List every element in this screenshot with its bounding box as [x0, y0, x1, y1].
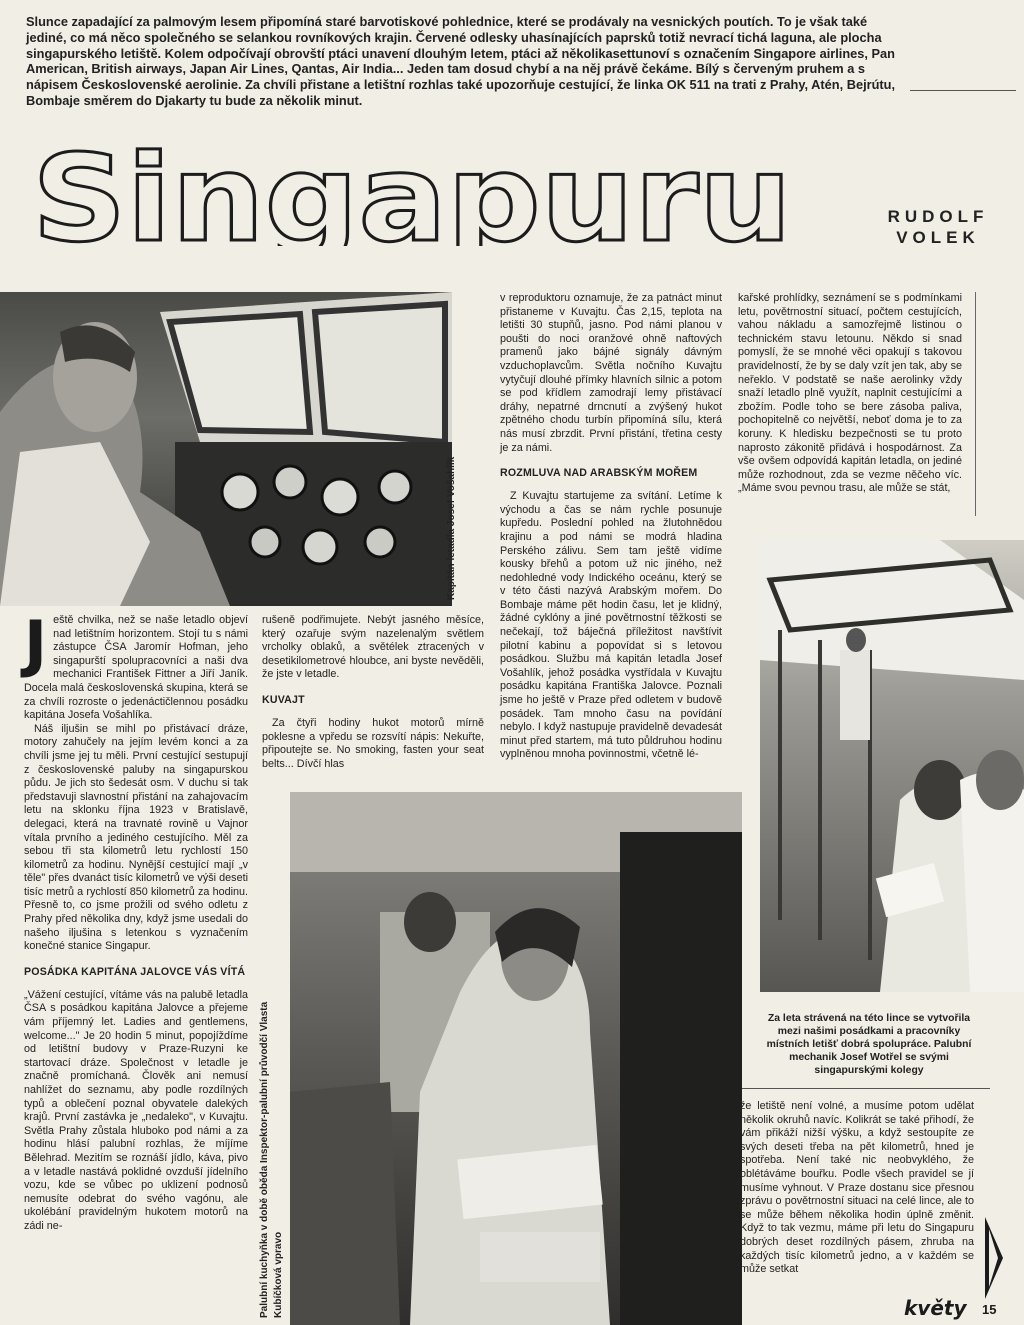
column-4-rule	[975, 292, 976, 516]
column-3-paragraph-1: v reproduktoru oznamuje, že za patnáct minut přistaneme v Kuvajtu. Čas 2,15, teplota na letišti 30 stupňů, jasno. Pod námi planou v poušti do noci oranžové ohně naftových pramenů jako bájné signály dávným vzduchoplavcům. Světla nočního Kuvajtu vytyčují dlouhé přímky hlavních silnic a potom se pod křídlem zamodrají lemy přistávací dráhy, nepatrné drncnutí a zvýšený hukot zpětného chodu turbín připomíná sílu, která nás musí zbrzdit. První přistání, třetina cesty je za námi.	[500, 292, 722, 454]
article-column-3	[500, 292, 722, 762]
article-column-1	[24, 607, 248, 1234]
article-title	[28, 146, 798, 246]
photo-crew-caption: Za leta strávená na této lince se vytvořila mezi našimi posádkami a pracovníky místních letišť dobrá spolupráce. Palubní mechanik Josef Wotřel se svými singapurskými kolegy	[766, 1013, 972, 1076]
article-title-text: Singapuru	[32, 146, 793, 246]
photo-galley	[290, 792, 742, 1325]
subheading-rozmluva: ROZMLUVA NAD ARABSKÝM MOŘEM	[500, 467, 698, 480]
article-column-4	[738, 292, 962, 496]
article-column-5	[740, 1100, 974, 1277]
subheading-kuvajt: KUVAJT	[262, 693, 305, 706]
drop-cap: J	[24, 607, 48, 680]
lead-rule	[910, 90, 1016, 91]
photo-crew-illustration	[760, 540, 1024, 992]
column-1-paragraph-1: eště chvilka, než se naše letadlo objeví nad letištním horizontem. Stojí tu s námi zástupce ČSA Jaromír Hofman, jeho singapurští spolupracovníci a naši dva mechanici František Fittner a Jiří Janík. Docela malá československá skupina, která se za chvíli rozroste o jedenáctičlennou posádku kapitána Josefa Vošahlíka.	[24, 614, 248, 722]
column-2-paragraph-2: Za čtyři hodiny hukot motorů mírně poklesne a vpředu se rozsvítí nápis: Nekuřte, připoutejte se. No smoking, fasten your seat belts... Dívčí hlas	[262, 716, 484, 770]
page-number: 15	[982, 1302, 997, 1317]
column-2-paragraph-1: rušeně podřimujete. Nebýt jasného měsíce, který ozařuje svým nazelenalým světlem vrcholky oblaků, a světélek ztracených v desetikilometrové hloubce, ani byste nevěděli, že jste v letadle.	[262, 614, 484, 681]
continue-arrow-icon	[983, 1215, 1005, 1301]
column-1-paragraph-3: „Vážení cestující, vítáme vás na palubě letadla ČSA s posádkou kapitána Jalovce a přejeme vám příjemný let. Ladies and gentlemens, welcome..." Je 20 hodin 5 minut, popojíždíme od letištní budovy v Praze-Ruzyni ke startovací dráze. Společnost v letadle je značně promíchaná. Člověk ani nemusí nahlížet do seznamu, aby podle rozdílných typů a oblečení poznal obyvatele dalekých krajů. První zastávka je „nedaleko", v Kuvajtu. Světla Prahy zůstala hluboko pod námi a za hodinu hlásí palubní rozhlas, že míjíme Bělehrad. Mezitím se roznáší jídlo, káva, pivo a v letadle nastává poklidné ovzduší jídelního vozu, kde se vůbec po uklizení podnosů nemusíte odebrat do svého vagónu, ale ukolébání pravidelným hukotem motorů na zádi ne-	[24, 988, 248, 1232]
column-1-paragraph-2: Náš iljušin se mihl po přistávací dráze, motory zahučely na jejím levém konci a za chvíli jsme jej tu měli. První cestující sestupují z československé paluby na singapurskou půdu. Je jich sto šedesát osm. V duchu si tak představuji slavnostní přistání na zahajovacím letu na sklonku října 1923 v Bratislavě, delegaci, která na travnaté rovině u Vajnor vítala prvního a jediného cestujícího. Měl za sebou tři sta kilometrů letu rychlostí 150 kilometrů za hodinu. Nynější cestující mají „v těle" přes dvanáct tisíc kilometrů ve výši deseti tisíc metrů a rychlostí 850 kilometrů za hodinu. Přesně to, co jsme prožili od svého odletu z Prahy před několika dny, když jsme usedali do našeho iljušina s letenkou s vyznačením konečné stanice Singapur.	[24, 722, 248, 953]
photo-galley-caption: Palubní kuchyňka v době oběda Inspektor-palubní průvodčí Vlasta Kubíčková vpravo	[259, 1001, 284, 1318]
caption-rule	[740, 1088, 990, 1089]
lead-paragraph: Slunce zapadající za palmovým lesem připomíná staré barvotiskové pohlednice, které se prodávaly na vesnických poutích. To je však také jediné, co má něco společného se selankou rovníkových krajin. Červené odlesky uhasínajících paprsků totiž nevrací tichá laguna, ale plocha singapurského letiště. Kolem odpočívají obrovští ptáci unavení dlouhým letem, ptáci až několikasettunoví s označením Singapore airlines, Pan American, British airways, Japan Air Lines, Qantas, Air India... Jeden tam dosud chybí a na něj právě čekáme. Bílý s červeným pruhem a s nápisem Československé aerolinie. Za chvíli přistane a letištní rozhlas také upozorňuje cestující, že linka OK 511 na trati z Prahy, Atén, Bejrútu, Bombaje směrem do Djakarty tu bude za několik minut.	[26, 14, 896, 108]
photo-cockpit-illustration	[0, 292, 452, 606]
author-name	[878, 206, 998, 248]
subheading-posadka: POSÁDKA KAPITÁNA JALOVCE VÁS VÍTÁ	[24, 965, 246, 978]
author-last-name: VOLEK	[896, 228, 980, 247]
article-column-2	[262, 614, 484, 771]
column-4-paragraph-1: kařské prohlídky, seznámení se s podmínkami letu, povětrnostní situací, počtem cestujících, vahou nákladu a samozřejmě listinou o technickém stavu letounu. Někdo si snad pomyslí, že se mnohé věci opakují s takovou pravidelností, že by se daly vzít jen tak, aby se neřeklo. V podstatě se naše aerolinky vždy snaží letadlo plně využít, naplnit cestujícími a zbožím. Podle toho se bere zásoba paliva, pochopitelně co největší, neboť doma je to za koruny. K hledisku bezpečnosti se tu proto naprosto zákonitě přidává i hospodárnost. Za vše ovšem odpovídá kapitán letadla, on jediné může rozhodnout, zda se vezme něčeho víc. „Máme svou pevnou trasu, ale může se stát,	[738, 292, 962, 495]
column-5-paragraph-1: že letiště není volné, a musíme potom udělat několik okruhů navíc. Kolikrát se také přihodí, že vám přikáží nižší výšku, a když sestoupíte ze svých deseti třeba na pět kilometrů, hned je spotřeba. Není také nic neobvyklého, že oblétáváme bouřku. Podle všech pravidel se jí musíme vyhnout. V Praze dostanu sice přesnou zprávu o povětrnostní situaci na celé lince, ale to se může během několika hodin úplně změnit. Když to tak vezmu, máme při letu do Singapuru dobrých deset rozdílných pásem, zhruba na každých tisíc kilometrů jedno, a v každém se může setkat	[740, 1100, 974, 1276]
photo-cockpit-caption: Kapitán letadla Josef Vošahlík	[446, 456, 457, 600]
photo-crew-colleagues	[760, 540, 1024, 992]
photo-cockpit-captain	[0, 292, 452, 606]
photo-galley-illustration	[290, 792, 742, 1325]
magazine-logo: květy	[904, 1296, 967, 1320]
column-3-paragraph-2: Z Kuvajtu startujeme za svítání. Letíme k východu a čas se nám rychle posunuje kupředu. Poslední pohled na žlutohnědou krajinu a pod námi se modrá hladina Perského zálivu. Sem tam ještě vidíme kousky břehů a potom už nic jiného, než nedohledné vody Indického oceánu, který se v této části nazývá Arabským mořem. Do Bombaje máme pět hodin času, let je klidný, žádné cyklóny a jiné povětrnostní těžkosti se nečekají, tož báječná příležitost navštívit pilotní kabinu a popovídat si s letovou posádkou. Službu má kapitán letadla Josef Vošahlík, jehož posádka vystřídala v Kuvajtu posádku kapitána Františka Jalovce. Poznali jsme ho ještě v Praze před odletem v budově posádek. Tam mnoho času na povídání nebylo. I když nastupuje pravidelně devadesát minut před startem, má tuto půldruhou hodinu vyplněnou mnoha povinnostmi, včetně lé-	[500, 490, 722, 761]
author-first-name: RUDOLF	[887, 207, 989, 226]
